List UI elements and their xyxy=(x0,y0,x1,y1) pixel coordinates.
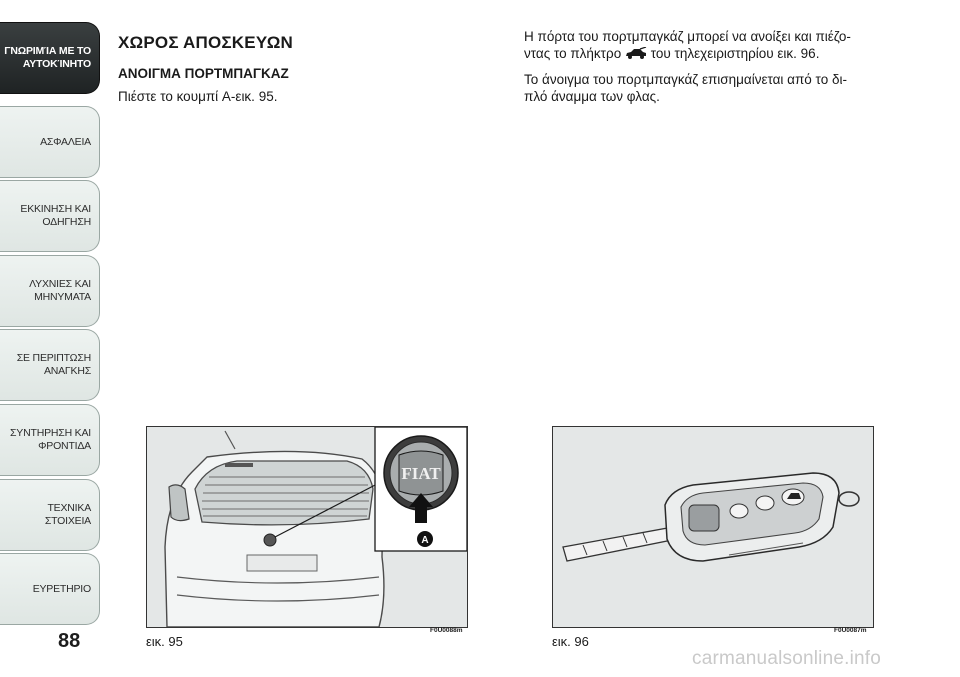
figure-96-code: F0U0087m xyxy=(834,627,867,634)
paragraph-line: του τηλεχειριστηρίου εικ. 96. xyxy=(650,46,820,61)
tab-lights-messages[interactable] xyxy=(0,255,100,327)
figure-95-code: F0U0088m xyxy=(430,627,463,634)
figure-96-key-fob xyxy=(552,426,874,628)
trunk-car-icon xyxy=(625,47,647,60)
tab-label: ΑΣΦΑΛΕΙΑ xyxy=(40,135,91,148)
tab-label: ΣΕ ΠΕΡΙΠΤΩΣΗ ΑΝΑΓΚΗΣ xyxy=(16,352,91,377)
key-fob-illustration xyxy=(553,427,873,627)
paragraph-line: πλό άναμμα των φλας. xyxy=(524,89,660,104)
tab-index[interactable] xyxy=(0,553,100,625)
paragraph-line: Το άνοιγμα του πορτμπαγκάζ επισημαίνεται από το δι- xyxy=(524,72,847,87)
tab-label: ΓΝΩΡΙΜΊΑ ΜΕ ΤΟ ΑΥΤΟΚΊΝΗΤΟ xyxy=(4,45,91,70)
figure-95-rear-car xyxy=(146,426,468,628)
section-title: ΧΩΡΟΣ ΑΠΟΣΚΕΥΩΝ xyxy=(118,33,294,52)
tab-label: ΕΥΡΕΤΗΡΙΟ xyxy=(32,582,91,595)
rear-car-illustration xyxy=(147,427,467,627)
tab-label: ΤΕΧΝΙΚΑ ΣΤΟΙΧΕΙΑ xyxy=(44,502,91,527)
paragraph-remote-open xyxy=(524,28,944,62)
figure-95-caption: εικ. 95 xyxy=(146,634,183,649)
callout-a: A xyxy=(421,535,429,546)
paragraph-line: Η πόρτα του πορτμπαγκάζ μπορεί να ανοίξει και πιέζο- xyxy=(524,29,851,44)
paragraph-line: ντας το πλήκτρο xyxy=(524,46,622,61)
fiat-logo-text: FIAT xyxy=(401,464,441,483)
watermark: carmanualsonline.info xyxy=(692,648,882,669)
tab-safety[interactable] xyxy=(0,106,100,178)
figure-96-caption: εικ. 96 xyxy=(552,634,589,649)
tab-emergency[interactable] xyxy=(0,329,100,401)
tab-label: ΕΚΚΙΝΗΣΗ ΚΑΙ ΟΔΗΓΗΣΗ xyxy=(20,203,91,228)
paragraph-flash-indication xyxy=(524,71,944,105)
tab-getting-to-know-car[interactable] xyxy=(0,22,100,94)
tab-starting-driving[interactable] xyxy=(0,180,100,252)
tab-label: ΣΥΝΤΗΡΗΣΗ ΚΑΙ ΦΡΟΝΤΙΔΑ xyxy=(10,427,91,452)
paragraph-press-button: Πιέστε το κουμπί A-εικ. 95. xyxy=(118,89,278,104)
tab-label: ΛΥΧΝΙΕΣ ΚΑΙ ΜΗΝΥΜΑΤΑ xyxy=(29,278,91,303)
tab-technical-data[interactable] xyxy=(0,479,100,551)
page-number: 88 xyxy=(58,630,81,652)
tab-maintenance[interactable] xyxy=(0,404,100,476)
subsection-title: ΑΝΟΙΓΜΑ ΠΟΡΤΜΠΑΓΚΑΖ xyxy=(118,66,289,81)
